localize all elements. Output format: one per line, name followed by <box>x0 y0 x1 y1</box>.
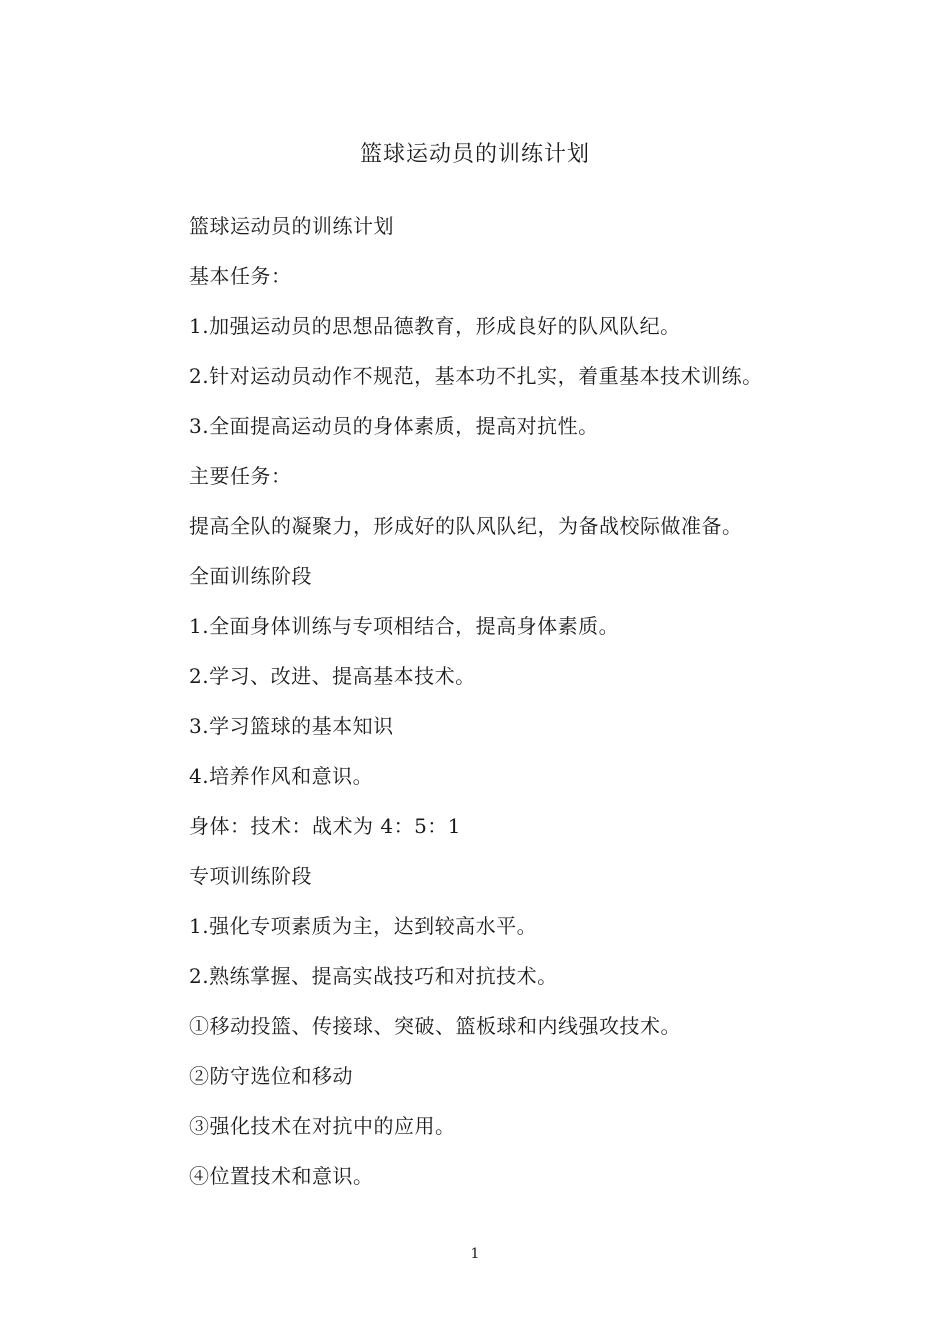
section-heading-basic-tasks: 基本任务： <box>189 264 292 288</box>
sub-list-item: ①移动投篮、传接球、突破、篮板球和内线强攻技术。 <box>189 1014 681 1038</box>
list-item: 1.强化专项素质为主，达到较高水平。 <box>189 914 538 938</box>
list-item: 3.学习篮球的基本知识 <box>189 714 394 738</box>
list-item: 2.学习、改进、提高基本技术。 <box>189 664 476 688</box>
list-item: 3.全面提高运动员的身体素质，提高对抗性。 <box>189 414 599 438</box>
page-number: 1 <box>470 1246 480 1262</box>
sub-list-item: ②防守选位和移动 <box>189 1064 353 1088</box>
body-line: 篮球运动员的训练计划 <box>189 214 394 238</box>
list-item: 1.加强运动员的思想品德教育，形成良好的队风队纪。 <box>189 314 681 338</box>
list-item: 4.培养作风和意识。 <box>189 764 374 788</box>
sub-list-item: ③强化技术在对抗中的应用。 <box>189 1114 456 1138</box>
list-item: 1.全面身体训练与专项相结合，提高身体素质。 <box>189 614 620 638</box>
list-item: 2.针对运动员动作不规范，基本功不扎实，着重基本技术训练。 <box>189 364 763 388</box>
ratio-line: 身体：技术：战术为 4：5：1 <box>189 814 462 838</box>
sub-list-item: ④位置技术和意识。 <box>189 1164 374 1188</box>
document-title: 篮球运动员的训练计划 <box>359 142 590 167</box>
section-heading-main-tasks: 主要任务： <box>189 464 292 488</box>
section-heading-general-training: 全面训练阶段 <box>189 564 312 588</box>
section-heading-specialized-training: 专项训练阶段 <box>189 864 312 888</box>
body-line: 提高全队的凝聚力，形成好的队风队纪，为备战校际做准备。 <box>189 514 743 538</box>
document-body <box>189 208 889 1208</box>
list-item: 2.熟练掌握、提高实战技巧和对抗技术。 <box>189 964 558 988</box>
